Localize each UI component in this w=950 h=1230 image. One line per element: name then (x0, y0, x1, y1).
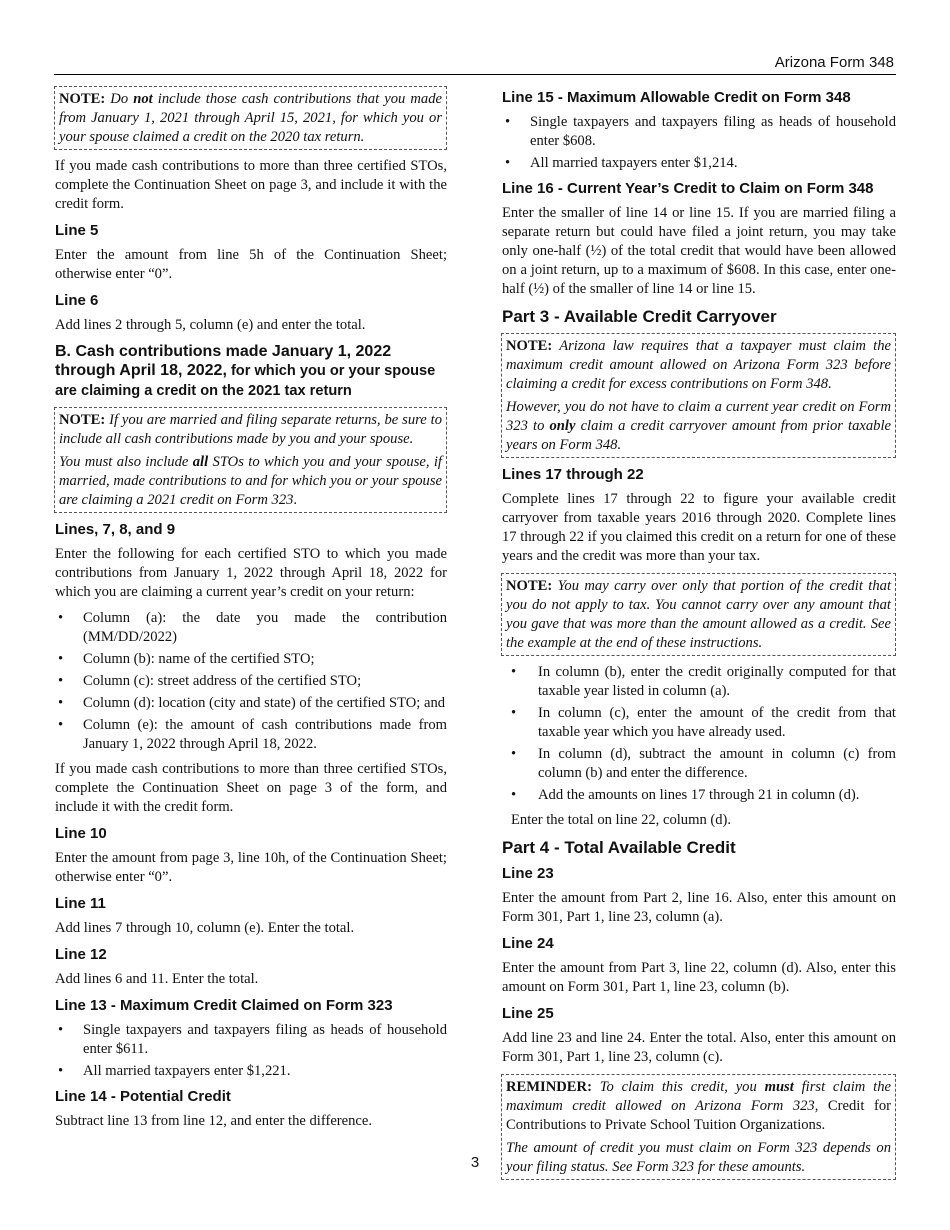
continuation-paragraph: If you made cash contributions to more than three certified STOs, complete the Continuation Sheet on page 3, and include it with the credit form. (55, 158, 447, 212)
line15-list (502, 113, 896, 173)
column-list (55, 609, 447, 754)
line6-text: Add lines 2 through 5, column (e) and enter the total. (55, 317, 366, 333)
list-item: • Column (c): street address of the certified STO; (55, 672, 447, 691)
note-text: NOTE: Arizona law requires that a taxpayer must claim the maximum credit amount allowed on Arizona Form 323 before claiming a credit for excess contributions on Form 348. (506, 338, 891, 392)
list-item: • In column (d), subtract the amount in column (c) from column (b) and enter the difference. (502, 745, 896, 783)
list-item: • Column (b): name of the certified STO; (55, 650, 447, 669)
line24-heading: Line 24 (502, 935, 554, 952)
header-rule (54, 74, 896, 75)
lines-7-8-9-heading: Lines, 7, 8, and 9 (55, 521, 176, 538)
note-text: You must also include all STOs to which you and your spouse, if married, made contributions to and for which you or your spouse are claiming a 2021 credit on Form 323. (59, 454, 442, 508)
line22-text: Enter the total on line 22, column (d). (511, 812, 732, 828)
line14-text: Subtract line 13 from line 12, and enter the difference. (55, 1113, 373, 1129)
note-text: NOTE: If you are married and filing separate returns, be sure to include all cash contributions made by you and your spouse. (59, 412, 442, 447)
line13-heading: Line 13 - Maximum Credit Claimed on Form 323 (55, 997, 393, 1014)
lines-7-8-9-text: Enter the following for each certified STO to which you made contributions from January 1, 2022 through April 18, 2022 for which you are claiming a current year’s credit on your return: (55, 546, 447, 600)
line24-text: Enter the amount from Part 3, line 22, column (d). Also, enter this amount on Form 301, Part 1, line 23, column (b). (502, 960, 896, 995)
line6-heading: Line 6 (55, 292, 99, 309)
form-title: Arizona Form 348 (774, 54, 894, 71)
lines-17-22-heading: Lines 17 through 22 (502, 466, 644, 483)
list-item: • Column (e): the amount of cash contributions made from January 1, 2022 through April 18, 2022. (55, 716, 447, 754)
section-b-heading: B. Cash contributions made January 1, 2022 through April 18, 2022, for which you or your spouse are claiming a credit on the 2021 tax return (55, 343, 436, 399)
column-instructions-list (502, 663, 896, 805)
part3-heading: Part 3 - Available Credit Carryover (502, 307, 777, 326)
line5-text: Enter the amount from line 5h of the Continuation Sheet; otherwise enter “0”. (55, 247, 447, 282)
line16-text: Enter the smaller of line 14 or line 15. If you are married filing a separate return but could have filed a joint return, you may take only one-half (½) of the total credit that would have been allowed on a joint return, up to a maximum of $608. In this case, enter one-half (½) of the smaller of line 14 or line 15. (502, 205, 896, 297)
line13-list (55, 1021, 447, 1081)
line11-text: Add lines 7 through 10, column (e). Enter the total. (55, 920, 355, 936)
reminder-text: The amount of credit you must claim on Form 323 depends on your filing status. See Form 323 for these amounts. (506, 1140, 891, 1175)
line15-heading: Line 15 - Maximum Allowable Credit on Form 348 (502, 89, 851, 106)
note-box-carryover (501, 573, 896, 656)
list-item: • Add the amounts on lines 17 through 21 in column (d). (502, 786, 896, 805)
line23-heading: Line 23 (502, 865, 554, 882)
line14-heading: Line 14 - Potential Credit (55, 1088, 231, 1105)
line16-heading: Line 16 - Current Year’s Credit to Claim on Form 348 (502, 180, 874, 197)
note-text: However, you do not have to claim a current year credit on Form 323 to only claim a credit carryover amount from prior taxable years on Form 348. (506, 399, 891, 453)
list-item: • In column (c), enter the amount of the credit from that taxable year which you have already used. (502, 704, 896, 742)
left-column (55, 86, 447, 1138)
list-item: • All married taxpayers enter $1,214. (502, 154, 896, 173)
lines-17-22-text: Complete lines 17 through 22 to figure your available credit carryover from taxable years 2016 through 2020. Complete lines 17 through 22 if you claimed this credit on a return for one of these years and the credit was more than your tax. (502, 491, 896, 564)
line12-text: Add lines 6 and 11. Enter the total. (55, 971, 259, 987)
line25-heading: Line 25 (502, 1005, 554, 1022)
page-number: 3 (470, 1154, 480, 1171)
reminder-text: REMINDER: To claim this credit, you must first claim the maximum credit allowed on Arizona Form 323, Credit for Contributions to Private School Tuition Organizations. (506, 1079, 891, 1133)
line12-heading: Line 12 (55, 946, 107, 963)
line5-heading: Line 5 (55, 222, 99, 239)
line25-text: Add line 23 and line 24. Enter the total. Also, enter this amount on Form 301, Part 1, line 23, column (c). (502, 1030, 896, 1065)
list-item: • Single taxpayers and taxpayers filing as heads of household enter $608. (502, 113, 896, 151)
line23-text: Enter the amount from Part 2, line 16. Also, enter this amount on Form 301, Part 1, line 23, column (a). (502, 890, 896, 925)
note-box-arizona-law (501, 333, 896, 458)
line10-text: Enter the amount from page 3, line 10h, of the Continuation Sheet; otherwise enter “0”. (55, 850, 447, 885)
right-column (502, 86, 896, 1187)
line10-heading: Line 10 (55, 825, 107, 842)
list-item: • Column (d): location (city and state) of the certified STO; and (55, 694, 447, 713)
line11-heading: Line 11 (55, 895, 106, 912)
note-text: NOTE: Do not include those cash contributions that you made from January 1, 2021 through April 15, 2021, for which you or your spouse claimed a credit on the 2020 tax return. (59, 91, 442, 145)
note-box-married-separate (54, 407, 447, 513)
list-item: • Column (a): the date you made the contribution (MM/DD/2022) (55, 609, 447, 647)
list-item: • In column (b), enter the credit originally computed for that taxable year listed in column (a). (502, 663, 896, 701)
list-item: • All married taxpayers enter $1,221. (55, 1062, 447, 1081)
list-item: • Single taxpayers and taxpayers filing as heads of household enter $611. (55, 1021, 447, 1059)
note-box-2020-contributions (54, 86, 447, 150)
part4-heading: Part 4 - Total Available Credit (502, 838, 736, 857)
continuation-paragraph: If you made cash contributions to more than three certified STOs, complete the Continuation Sheet on page 3 of the form, and include it with the credit form. (55, 761, 447, 815)
note-text: NOTE: You may carry over only that portion of the credit that you do not apply to tax. You cannot carry over any amount that you gave that was more than the amount allowed as a credit. See the example at the end of these instructions. (506, 578, 891, 651)
